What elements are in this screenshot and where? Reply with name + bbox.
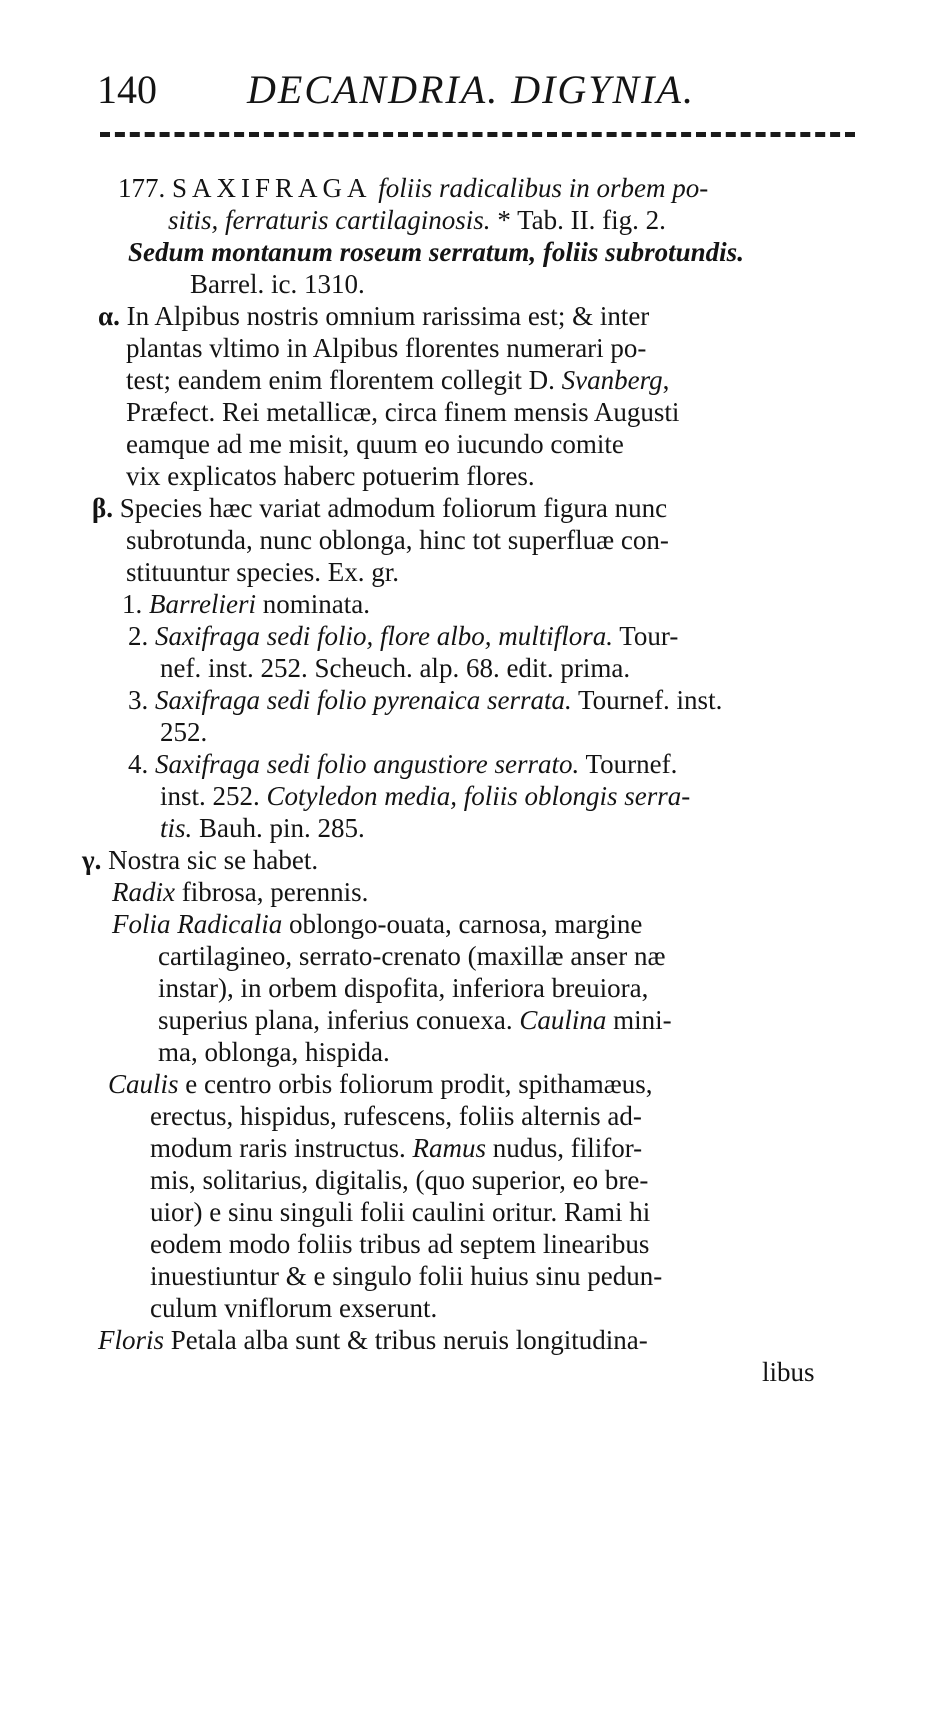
text-run: Saxifraga sedi folio, flore albo, multiflora.: [155, 621, 613, 651]
text-run: Barrel. ic. 1310.: [190, 269, 365, 299]
text-line: [118, 172, 708, 204]
text-run: 1.: [122, 589, 149, 619]
text-line: [160, 652, 630, 684]
text-line: [150, 1228, 649, 1260]
header-rule: [100, 132, 855, 137]
text-run: Svanberg: [561, 365, 663, 395]
text-line: [128, 236, 744, 268]
running-title: DECANDRIA. DIGYNIA.: [247, 67, 695, 112]
text-line: [108, 1068, 652, 1100]
text-line: [126, 396, 679, 428]
page-number: 140: [97, 67, 157, 112]
text-line: [98, 300, 649, 332]
text-line: [98, 1324, 648, 1356]
text-run: ,: [662, 365, 670, 395]
text-run: plantas vltimo in Alpibus florentes numerari po-: [126, 333, 647, 363]
text-run: inuestiuntur & e singulo folii huius sinu pedun-: [150, 1261, 663, 1291]
text-line: [150, 1196, 650, 1228]
text-line: [126, 460, 535, 492]
text-line: [126, 428, 624, 460]
text-run: 2.: [128, 621, 155, 651]
text-run: modum raris instructus.: [150, 1133, 413, 1163]
text-line: [150, 1164, 648, 1196]
text-run: Ramus: [412, 1133, 486, 1163]
text-line: [158, 1036, 390, 1068]
text-line: [150, 1292, 437, 1324]
text-run: Cotyledon media, foliis oblongis serra-: [266, 781, 691, 811]
text-run: Petala alba sunt & tribus neruis longitudina-: [164, 1325, 648, 1355]
text-line: [158, 940, 666, 972]
text-line: [128, 620, 678, 652]
text-run: cartilagineo, serrato-crenato (maxillæ anser næ: [158, 941, 666, 971]
text-run: eodem modo foliis tribus ad septem linearibus: [150, 1229, 650, 1259]
text-run: SAXIFRAGA: [172, 173, 372, 203]
text-run: superius plana, inferius conuexa.: [158, 1005, 520, 1035]
text-run: foliis radicalibus in orbem po-: [378, 173, 709, 203]
text-line: [128, 684, 722, 716]
text-line: [150, 1260, 662, 1292]
text-run: sitis, ferraturis cartilaginosis.: [168, 205, 491, 235]
text-run: inst. 252.: [160, 781, 267, 811]
text-run: γ.: [82, 845, 109, 875]
text-line: [126, 524, 669, 556]
text-run: libus: [762, 1357, 815, 1387]
text-run: culum vniflorum exserunt.: [150, 1293, 438, 1323]
text-line: [160, 716, 207, 748]
text-run: 4.: [128, 749, 155, 779]
text-run: Caulina: [519, 1005, 607, 1035]
text-run: Nostra sic se habet.: [108, 845, 319, 875]
text-line: [158, 1004, 672, 1036]
text-run: Folia Radicalia: [112, 909, 283, 939]
text-run: Barrelieri: [149, 589, 256, 619]
text-run: Saxifraga sedi folio angustiore serrato.: [155, 749, 580, 779]
text-run: β.: [92, 493, 120, 523]
text-run: test; eandem enim florentem collegit D.: [126, 365, 562, 395]
text-line: [160, 812, 365, 844]
text-run: erectus, hispidus, rufescens, foliis alternis ad-: [150, 1101, 642, 1131]
text-run: vix explicatos haberc potuerim flores.: [126, 461, 535, 491]
text-line: [126, 556, 399, 588]
text-run: In Alpibus nostris omnium rarissima est; & inter: [126, 301, 650, 331]
text-run: eamque ad me misit, quum eo iucundo comite: [126, 429, 624, 459]
text-run: stituuntur species. Ex. gr.: [126, 557, 399, 587]
text-run: 3.: [128, 685, 155, 715]
text-run: tis.: [160, 813, 193, 843]
text-run: Radix: [112, 877, 175, 907]
text-line: [82, 844, 318, 876]
page-header: [97, 66, 857, 116]
text-line: [126, 364, 669, 396]
text-run: Tournef. inst.: [571, 685, 723, 715]
text-line: [112, 876, 368, 908]
text-run: mini-: [606, 1005, 672, 1035]
text-line: [112, 908, 642, 940]
text-run: * Tab. II. fig. 2.: [490, 205, 666, 235]
text-run: 177.: [118, 173, 172, 203]
text-line: [168, 204, 666, 236]
text-run: e centro orbis foliorum prodit, spithamæus,: [178, 1069, 653, 1099]
text-run: uior) e sinu singuli folii caulini oritur. Rami hi: [150, 1197, 651, 1227]
text-line: [190, 268, 365, 300]
text-line: [122, 588, 370, 620]
text-line: [150, 1132, 642, 1164]
text-run: Tournef.: [579, 749, 678, 779]
text-run: 252.: [160, 717, 208, 747]
text-line: [92, 492, 667, 524]
text-line: [762, 1356, 815, 1388]
text-run: Bauh. pin. 285.: [192, 813, 365, 843]
text-line: [150, 1100, 642, 1132]
text-run: instar), in orbem dispofita, inferiora breuiora,: [158, 973, 649, 1003]
text-run: nominata.: [256, 589, 370, 619]
text-run: nudus, filifor-: [485, 1133, 643, 1163]
text-run: Sedum montanum roseum serratum, foliis subrotundis.: [128, 237, 744, 267]
text-run: oblongo-ouata, carnosa, margine: [282, 909, 643, 939]
text-line: [160, 780, 690, 812]
text-run: α.: [98, 301, 127, 331]
text-run: nef. inst. 252. Scheuch. alp. 68. edit. prima.: [160, 653, 631, 683]
text-run: Præfect. Rei metallicæ, circa finem mensis Augusti: [126, 397, 680, 427]
text-run: Tour-: [613, 621, 679, 651]
text-run: mis, solitarius, digitalis, (quo superior, eo bre-: [150, 1165, 649, 1195]
text-run: subrotunda, nunc oblonga, hinc tot superfluæ con-: [126, 525, 669, 555]
text-run: Species hæc variat admodum foliorum figura nunc: [119, 493, 668, 523]
text-line: [158, 972, 648, 1004]
text-run: Floris: [98, 1325, 165, 1355]
text-run: Saxifraga sedi folio pyrenaica serrata.: [155, 685, 572, 715]
text-line: [128, 748, 677, 780]
text-run: ma, oblonga, hispida.: [158, 1037, 390, 1067]
text-run: fibrosa, perennis.: [174, 877, 369, 907]
text-line: [126, 332, 646, 364]
text-run: Caulis: [108, 1069, 179, 1099]
